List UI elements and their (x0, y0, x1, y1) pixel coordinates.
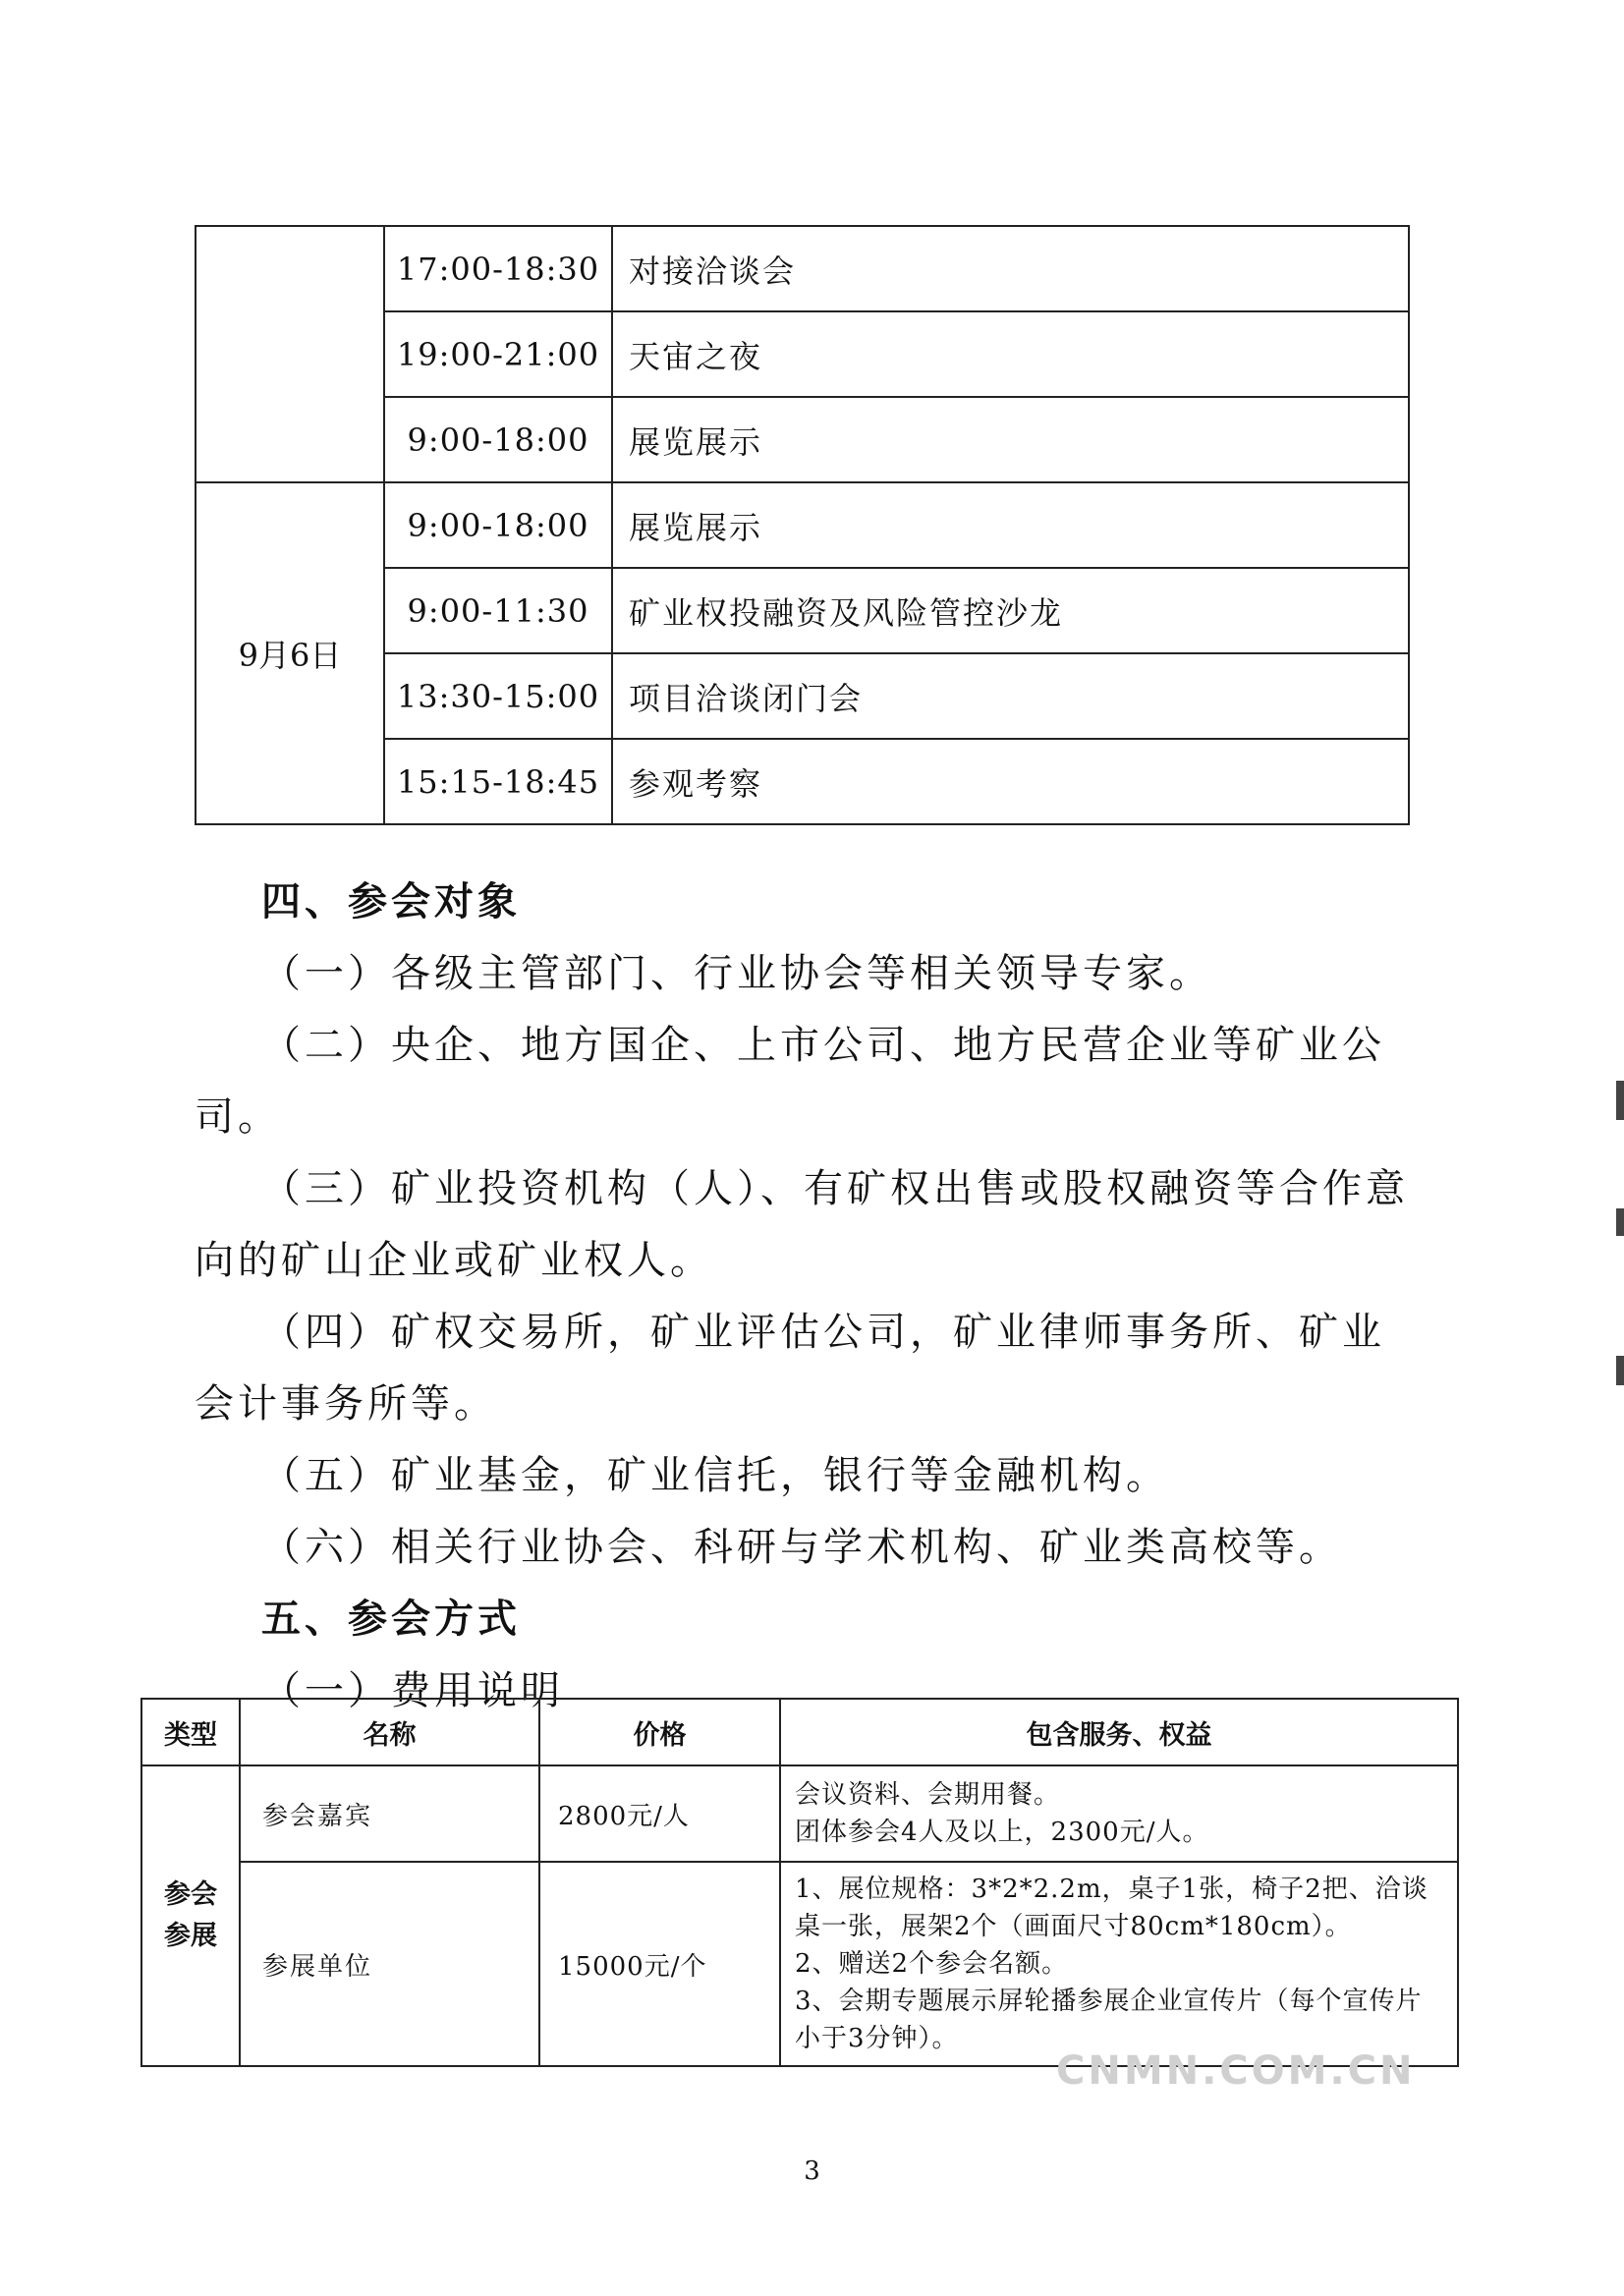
participant-item: （一）各级主管部门、行业协会等相关领导专家。 (261, 951, 1212, 996)
date-cell-sep6: 9月6日 (196, 482, 384, 824)
participant-item: （二）央企、地方国企、上市公司、地方民营企业等矿业公司。 (195, 1023, 1385, 1140)
event-cell: 参观考察 (612, 739, 1409, 824)
event-cell: 矿业权投融资及风险管控沙龙 (612, 568, 1409, 653)
column-header: 名称 (240, 1699, 539, 1765)
services-cell (780, 1862, 1458, 2066)
service-line: 会议资料、会期用餐。 (795, 1780, 1061, 1810)
service-line: 3、会期专题展示屏轮播参展企业宣传片（每个宣传片小于3分钟）。 (795, 1987, 1423, 2053)
table-row (196, 482, 1409, 568)
service-line: 2、赠送2个参会名额。 (795, 1949, 1069, 1979)
fee-table (140, 1698, 1459, 2067)
name-cell: 参会嘉宾 (240, 1765, 539, 1862)
price-cell: 2800元/人 (539, 1765, 780, 1862)
event-cell: 对接洽谈会 (612, 226, 1409, 311)
subsection-heading: （一）费用说明 (261, 1668, 564, 1713)
event-cell: 天宙之夜 (612, 311, 1409, 397)
section-heading: 五、参会方式 (261, 1596, 521, 1642)
service-line: 团体参会4人及以上，2300元/人。 (795, 1818, 1209, 1847)
event-cell: 展览展示 (612, 397, 1409, 482)
time-cell: 19:00-21:00 (384, 311, 612, 397)
scan-mark (1616, 1081, 1624, 1120)
page-number: 3 (804, 2156, 820, 2186)
time-cell: 9:00-18:00 (384, 397, 612, 482)
participant-item: （三）矿业投资机构（人）、有矿权出售或股权融资等合作意向的矿山企业或矿业权人。 (195, 1166, 1409, 1283)
table-row (141, 1765, 1458, 1862)
watermark: CNMN.COM.CN (1056, 2048, 1416, 2094)
name-cell: 参展单位 (240, 1862, 539, 2066)
type-label: 参展 (164, 1921, 217, 1951)
table-header-row (141, 1699, 1458, 1765)
event-cell: 项目洽谈闭门会 (612, 653, 1409, 739)
time-cell: 9:00-18:00 (384, 482, 612, 568)
time-cell: 15:15-18:45 (384, 739, 612, 824)
event-cell: 展览展示 (612, 482, 1409, 568)
column-header: 类型 (141, 1699, 240, 1765)
section-heading: 四、参会对象 (261, 879, 521, 924)
table-row (196, 226, 1409, 311)
time-cell: 13:30-15:00 (384, 653, 612, 739)
section-participants (195, 867, 1413, 1727)
time-cell: 17:00-18:30 (384, 226, 612, 311)
type-label: 参会 (164, 1879, 217, 1910)
time-cell: 9:00-11:30 (384, 568, 612, 653)
participant-item: （六）相关行业协会、科研与学术机构、矿业类高校等。 (261, 1525, 1342, 1570)
date-cell-previous-day (196, 226, 384, 482)
price-cell: 15000元/个 (539, 1862, 780, 2066)
table-row (141, 1862, 1458, 2066)
participant-item: （五）矿业基金，矿业信托，银行等金融机构。 (261, 1453, 1169, 1498)
service-line: 1、展位规格：3*2*2.2m，桌子1张，椅子2把、洽谈桌一张，展架2个（画面尺寸80cm*180cm）。 (795, 1875, 1428, 1941)
services-cell (780, 1765, 1458, 1862)
type-cell (141, 1765, 240, 2066)
schedule-table (195, 225, 1410, 825)
column-header: 价格 (539, 1699, 780, 1765)
scan-mark (1616, 1356, 1624, 1385)
scan-mark (1616, 1208, 1624, 1236)
column-header: 包含服务、权益 (780, 1699, 1458, 1765)
participant-item: （四）矿权交易所，矿业评估公司，矿业律师事务所、矿业会计事务所等。 (195, 1310, 1385, 1427)
